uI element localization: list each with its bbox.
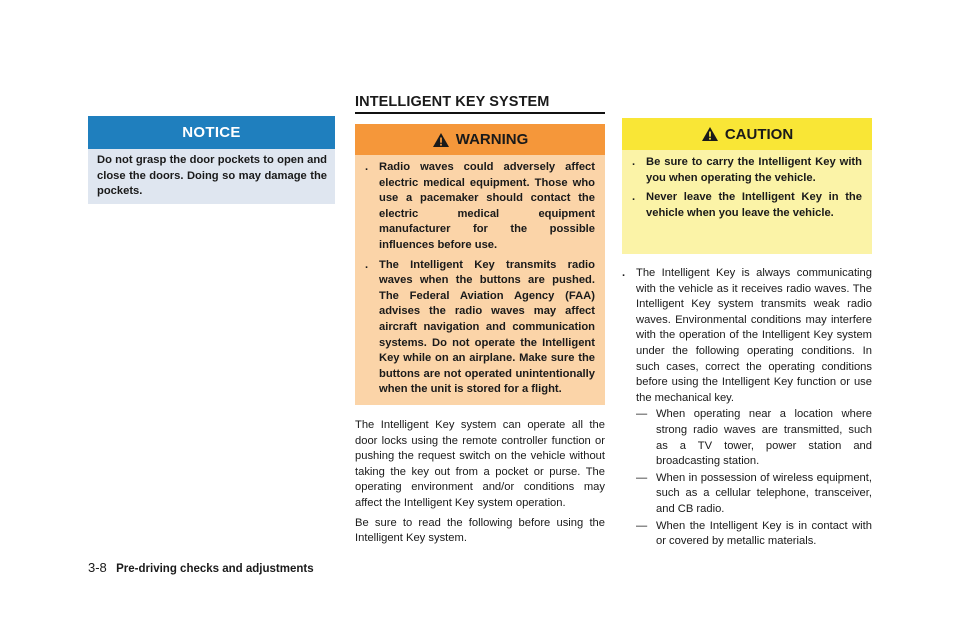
intro-text [355,418,605,551]
caution-bullet [632,155,862,186]
operating-conditions-list [622,266,872,550]
bullet-dot: . [632,156,636,168]
bullet-dot: . [365,258,369,271]
sub-item-text: When operating near a location where strong radio waves are transmitted, such as a TV tower, power station and broadcasting station. [656,408,872,468]
dash-marker: — [636,471,648,484]
list-item-body [636,266,872,550]
dash-marker: — [636,519,648,532]
page-number: 3-8 [88,560,107,575]
warning-bullet [365,258,595,398]
sub-item-text: When in possession of wireless equipment, such as a cellular telephone, transceiver, and CB radio. [656,471,872,515]
footer-section-title: Pre-driving checks and adjustments [116,563,314,575]
warning-bullet [365,160,595,254]
section-title: INTELLIGENT KEY SYSTEM [355,94,605,114]
dash-marker: — [636,408,648,421]
caution-heading [622,118,872,150]
caution-heading-label: CAUTION [724,125,794,143]
caution-body [622,150,872,254]
warning-bullet-text: The Intelligent Key transmits radio waves when the buttons are pushed. The Federal Aviation Agency (FAA) advises the radio waves may affect aircraft navigation and communication systems. Do not operate the Intelligent Key while on an airplane. Make sure the buttons are not operated unintentionally when the unit is stored for a flight. [379,258,595,396]
caution-bullet [632,190,862,221]
caution-bullet-text: Never leave the Intelligent Key in the vehicle when you leave the vehicle. [646,191,862,219]
sub-item [636,471,872,518]
bullet-dot: . [365,161,369,173]
warning-triangle-icon [701,126,719,142]
body-paragraph: The Intelligent Key system can operate all the door locks using the remote controller function or pushing the request switch on the vehicle without taking the key out from a pocket or purse. The operating environment and/or conditions may affect the Intelligent Key system operation. [355,419,605,509]
page-footer [88,560,314,575]
body-paragraph: Be sure to read the following before using the Intelligent Key system. [355,516,605,545]
sub-item [636,407,872,469]
bullet-dot: . [632,191,636,204]
bullet-dot: . [622,267,626,279]
warning-heading [355,124,605,155]
notice-heading: NOTICE [88,116,335,149]
sub-item-text: When the Intelligent Key is in contact with or covered by metallic materials. [656,519,872,548]
warning-triangle-icon [432,132,450,148]
warning-bullet-text: Radio waves could adversely affect electric medical equipment. Those who use a pacemaker should contact the electric medical equipment manufacturer for the possible influences before use. [379,161,595,251]
sub-item [636,519,872,550]
list-item [622,266,872,550]
caution-bullet-text: Be sure to carry the Intelligent Key with you when operating the vehicle. [646,156,862,184]
notice-text: Do not grasp the door pockets to open and close the doors. Doing so may damage the pockets. [88,149,335,204]
warning-body [355,155,605,405]
warning-heading-label: WARNING [455,131,529,148]
list-item-text: The Intelligent Key is always communicating with the vehicle as it receives radio waves. The Intelligent Key system transmits weak radio waves. Environmental conditions may interfere with the operation of the Intelligent Key system under the following operating conditions. In such cases, correct the operating conditions before using the Intelligent Key function or use the mechanical key. [636,267,872,404]
